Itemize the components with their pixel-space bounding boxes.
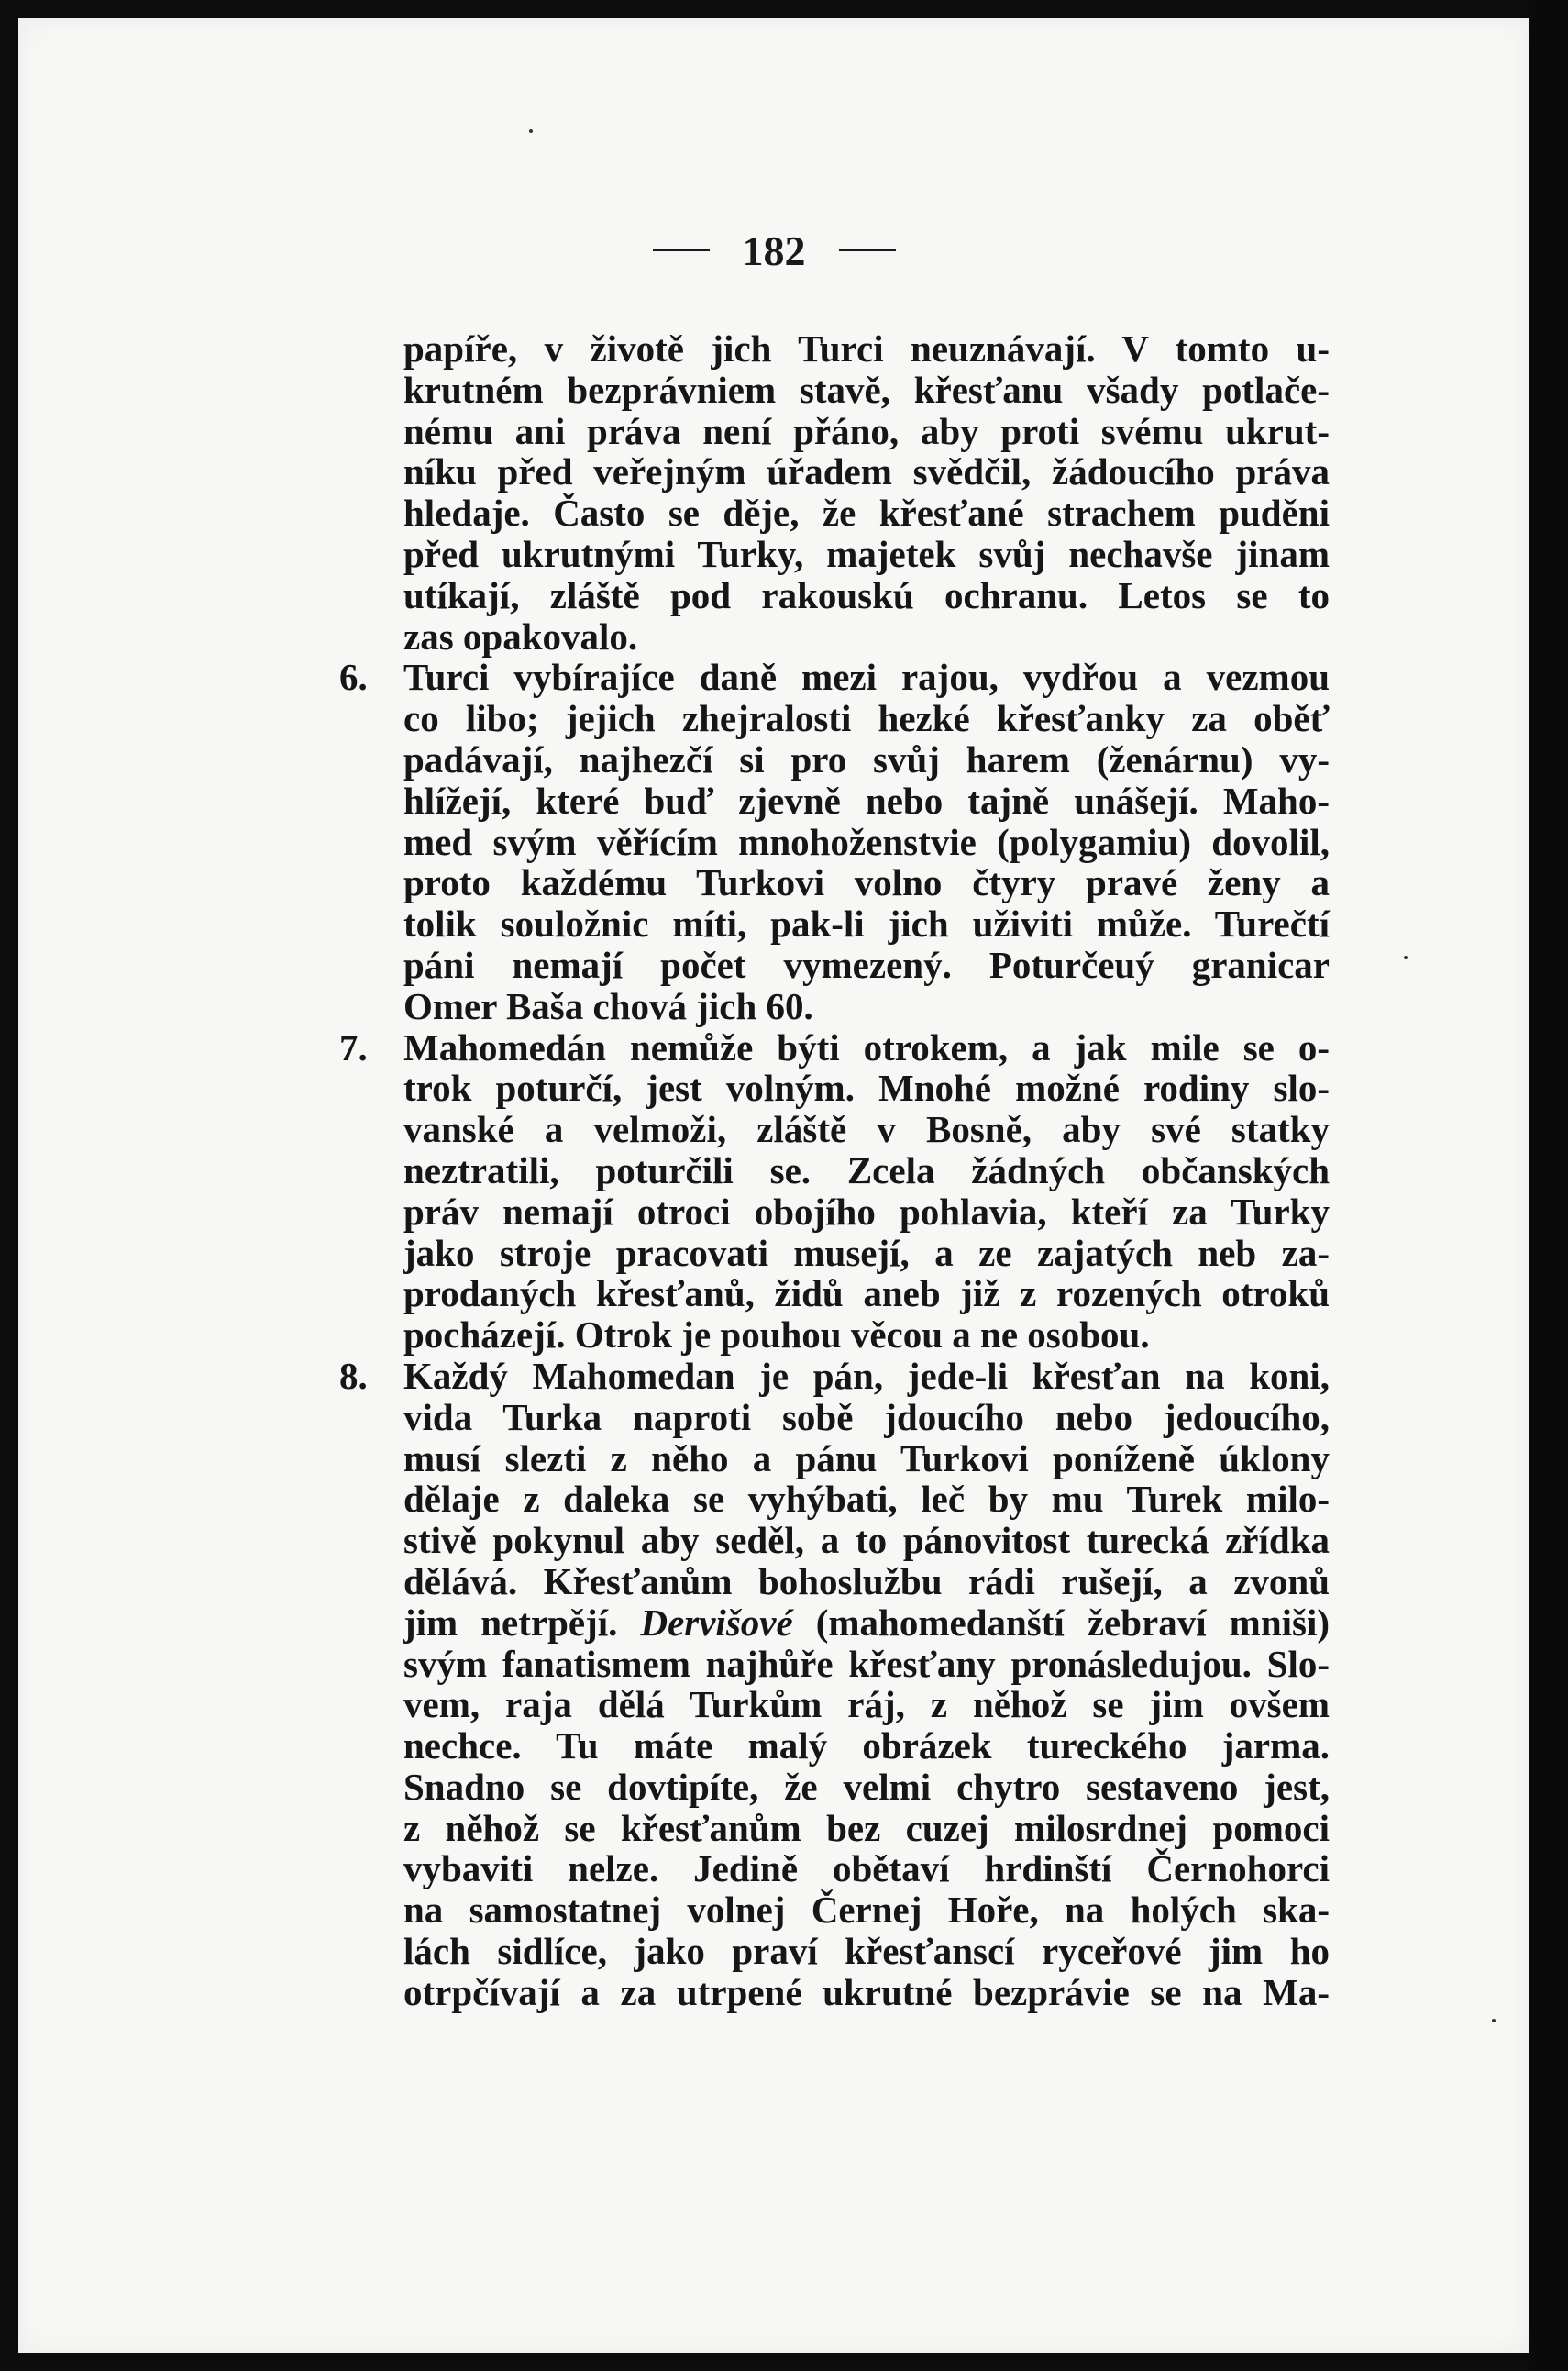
- text-line: před ukrutnými Turky, majetek svůj nechavše jinam: [403, 532, 1330, 575]
- paragraph-number: 7.: [339, 1025, 368, 1069]
- text-line: na samostatnej volnej Černej Hoře, na holých ska-: [403, 1889, 1330, 1932]
- page-header: [18, 227, 1529, 275]
- text-fragment: (mahomedanští žebraví mniši): [815, 1601, 1331, 1644]
- text-line: dělaje z daleka se vyhýbati, leč by mu Turek milo-: [403, 1478, 1330, 1521]
- text-line: papíře, v životě jich Turci neuznávají. V tomto u-: [403, 327, 1330, 370]
- text-line: jako stroje pracovati musejí, a ze zajatých neb za-: [403, 1231, 1330, 1274]
- text-line: med svým věřícím mnohoženstvie (polygamiu) dovolil,: [403, 820, 1330, 863]
- text-line: krutném bezprávniem stavě, křesťanu všady potlače-: [403, 368, 1330, 411]
- text-line: vanské a velmoži, zláště v Bosně, aby své statky: [403, 1108, 1330, 1151]
- emphasized-term: Dervišové: [640, 1601, 793, 1644]
- text-line: utíkají, zláště pod rakouskú ochranu. Letos se to: [403, 573, 1330, 616]
- text-fragment: jim netrpějí.: [403, 1601, 618, 1644]
- text-line: Mahomedán nemůže býti otrokem, a jak mile se o-: [403, 1025, 1330, 1069]
- text-line: co libo; jejich zhejralosti hezké křesťanky za oběť: [403, 697, 1330, 740]
- paragraph-8: [339, 1354, 1331, 2013]
- header-dash-right: [839, 249, 896, 251]
- text-line: dělává. Křesťanům bohoslužbu rádi rušejí, a zvonů: [403, 1559, 1330, 1602]
- text-line: nému ani práva není přáno, aby proti svému ukrut-: [403, 409, 1330, 452]
- text-line: vybaviti nelze. Jedině obětaví hrdinští Černohorci: [403, 1847, 1330, 1890]
- text-line: stivě pokynul aby seděl, a to pánovitost turecká zřídka: [403, 1519, 1330, 1562]
- book-page: [18, 18, 1529, 2353]
- text-line: Každý Mahomedan je pán, jede-li křesťan na koni,: [403, 1354, 1330, 1397]
- text-line: vida Turka naproti sobě jdoucího nebo jedoucího,: [403, 1395, 1330, 1438]
- text-line: padávají, najhezčí si pro svůj harem (ženárnu) vy-: [403, 737, 1330, 781]
- text-line: Snadno se dovtipíte, že velmi chytro sestaveno jest,: [403, 1765, 1330, 1808]
- text-line: práv nemají otroci obojího pohlavia, kteří za Turky: [403, 1190, 1330, 1233]
- page-number: 182: [742, 227, 806, 274]
- paragraph-number: 6.: [339, 656, 368, 699]
- body-text: [339, 327, 1331, 2013]
- text-line: Omer Baša chová jich 60.: [403, 984, 813, 1027]
- print-speck: [1492, 2019, 1496, 2022]
- text-line: hlížejí, které buď zjevně nebo tajně unášejí. Maho-: [403, 779, 1330, 822]
- text-line: lách sidlíce, jako praví křesťanscí ryceřové jim ho: [403, 1930, 1330, 1973]
- text-line: trok poturčí, jest volným. Mnohé možné rodiny slo-: [403, 1067, 1330, 1110]
- text-line: musí slezti z něho a pánu Turkovi poníženě úklony: [403, 1436, 1330, 1479]
- scan-border: [1529, 0, 1568, 2371]
- print-speck: [1404, 956, 1408, 959]
- text-line: hledaje. Často se děje, že křesťané strachem puděni: [403, 492, 1330, 535]
- paragraph-number: 8.: [339, 1354, 368, 1397]
- paragraph-continuation: [403, 328, 1330, 657]
- text-line: pocházejí. Otrok je pouhou věcou a ne osobou.: [403, 1313, 1150, 1357]
- text-line: prodaných křesťanů, židů aneb již z rozených otroků: [403, 1272, 1330, 1315]
- paragraph-7: [339, 1025, 1330, 1357]
- text-line: vem, raja dělá Turkům ráj, z něhož se jim ovšem: [403, 1683, 1330, 1726]
- text-line: proto každému Turkovi volno čtyry pravé ženy a: [403, 861, 1330, 904]
- text-line: níku před veřejným úřadem svědčil, žádoucího práva: [403, 450, 1330, 493]
- text-line: z něhož se křesťanům bez cuzej milosrdnej pomoci: [403, 1806, 1330, 1849]
- text-line: otrpčívají a za utrpené ukrutné bezprávie se na Ma-: [403, 1970, 1330, 2013]
- text-line: nechce. Tu máte malý obrázek tureckého jarma.: [403, 1724, 1330, 1767]
- text-line-with-emphasis: [403, 1602, 1330, 1644]
- paragraph-6: [339, 656, 1330, 1027]
- text-line: Turci vybírajíce daně mezi rajou, vydřou a vezmou: [403, 656, 1330, 699]
- print-speck: [529, 129, 533, 133]
- text-line: svým fanatismem najhůře křesťany pronásledujou. Slo-: [403, 1642, 1330, 1685]
- text-line: neztratili, poturčili se. Zcela žádných občanských: [403, 1148, 1330, 1191]
- text-line: tolik souložnic míti, pak-li jich uživiti může. Turečtí: [403, 903, 1330, 946]
- header-dash-left: [653, 249, 710, 251]
- text-line: páni nemají počet vymezený. Poturčeuý granicar: [403, 943, 1330, 986]
- text-line: zas opakovalo.: [403, 615, 638, 658]
